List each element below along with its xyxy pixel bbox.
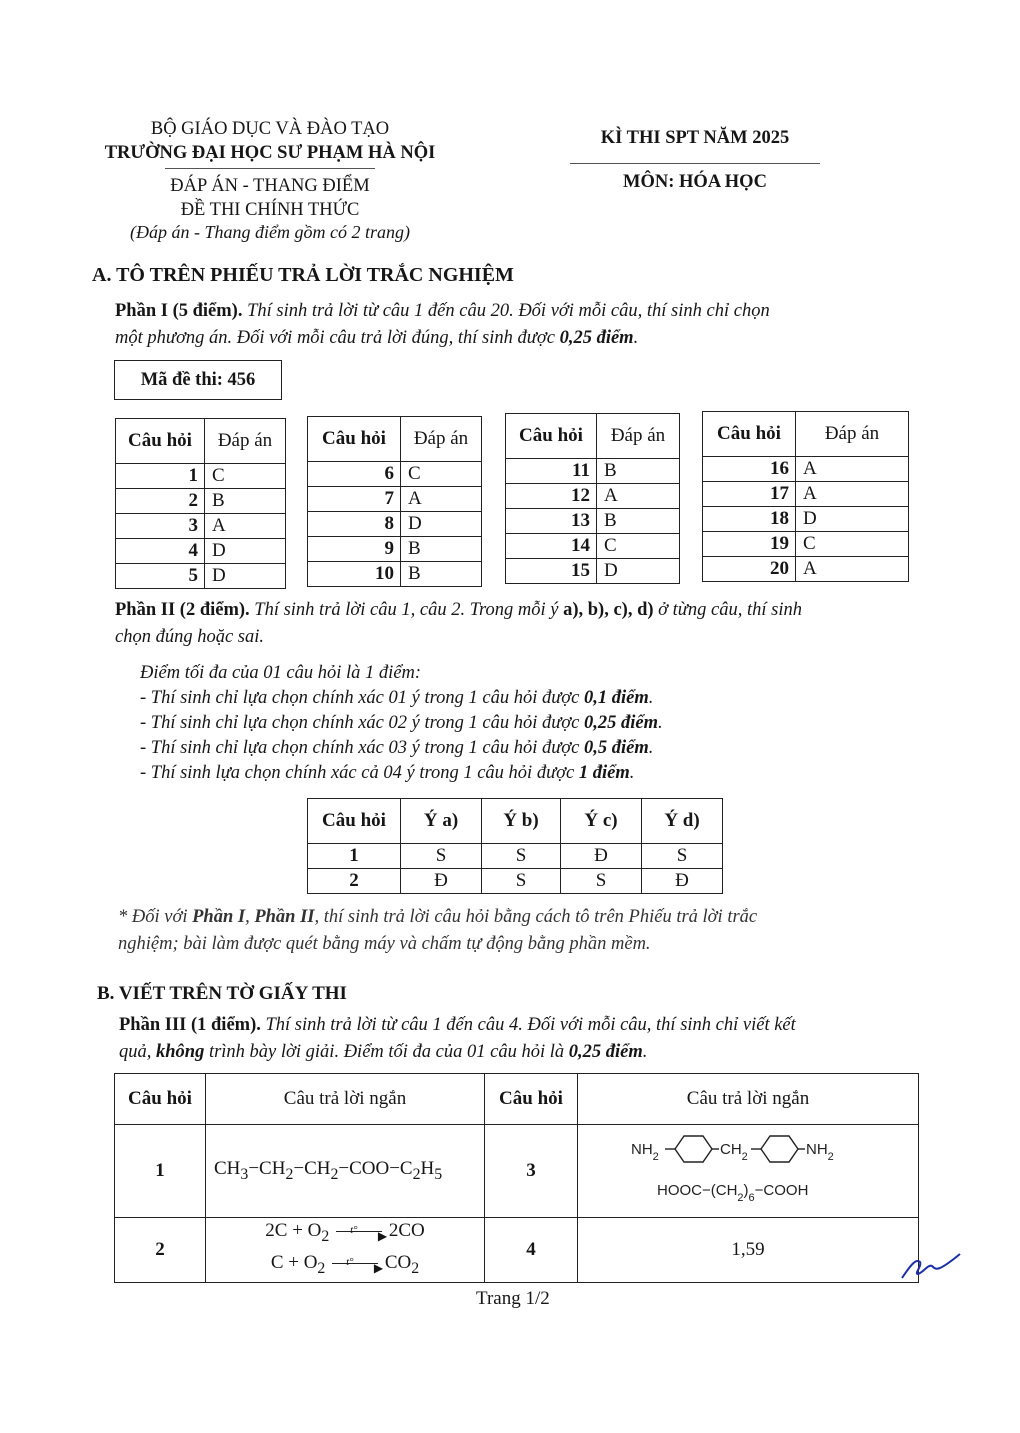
part1-text-line2: một phương án. Đối với mỗi câu trả lời đúng, thí sinh được [115,328,555,348]
rule-item: - Thí sinh chỉ lựa chọn chính xác 02 ý trong 1 câu hỏi được 0,25 điểm. [140,713,663,733]
answer-table-4 [702,411,909,582]
question-number: 8 [308,512,401,537]
question-number: 4 [485,1218,578,1283]
answer-value: C [401,462,482,487]
rule-item: - Thí sinh lựa chọn chính xác cả 04 ý trong 1 câu hỏi được 1 điểm. [140,763,635,783]
answer-table-1 [115,418,286,589]
monomer-structures-drawing [583,1128,913,1208]
answer-value: B [597,509,680,534]
table-row [308,462,482,487]
table-row [115,1125,919,1218]
question-number: 19 [703,532,796,557]
answer-value: D [597,559,680,584]
question-number: 17 [703,482,796,507]
col-answer-header: Đáp án [205,419,286,464]
answer-value: C [597,534,680,559]
question-number: 12 [506,484,597,509]
doc-status: ĐỀ THI CHÍNH THỨC [180,200,360,220]
part1-points: 0,25 điểm [559,328,634,348]
cyclohexane-ring-icon [761,1136,798,1162]
part1-text-line1: Thí sinh trả lời từ câu 1 đến câu 20. Đối với mỗi câu, thí sinh chỉ chọn [247,301,770,321]
tf-header: Ý b) [482,799,561,844]
reaction-arrow-icon: t° ▶ [336,1231,382,1232]
svg-text:NH2: $NH_2$ [631,1141,659,1163]
table-row [116,539,286,564]
question-number: 20 [703,557,796,582]
table-row: 2 Đ S S Đ [308,869,723,894]
question-number: 16 [703,457,796,482]
col-question-header: Câu hỏi [485,1074,578,1125]
table-row [308,562,482,587]
answer-table-3 [505,413,680,584]
rule-item: - Thí sinh chỉ lựa chọn chính xác 03 ý trong 1 câu hỏi được 0,5 điểm. [140,738,654,758]
table-row [703,532,909,557]
part1-description: Phần I (5 điểm). Thí sinh trả lời từ câu 1 đến câu 20. Đối với mỗi câu, thí sinh chỉ chọn một phương án. Đối với mỗi câu trả lời đúng, thí sinh được 0,25 điểm. [115,301,770,348]
question-number: 2 [116,489,205,514]
col-short-answer-header: Câu trả lời ngắn [578,1074,919,1125]
part2-options: a), b), c), d) [563,600,654,620]
svg-text:CH2: $CH_2$ [720,1141,748,1163]
tf-header: Ý c) [561,799,642,844]
ministry-name: BỘ GIÁO DỤC VÀ ĐÀO TẠO [150,119,390,139]
max-score-note: Điểm tối đa của 01 câu hỏi là 1 điểm: [140,663,422,683]
table-row [308,537,482,562]
svg-text:NH2: $NH_2$ [806,1141,834,1163]
table-row [308,487,482,512]
table-row [506,559,680,584]
answer-value: A [205,514,286,539]
col-short-answer-header: Câu trả lời ngắn [206,1074,485,1125]
table-row [506,509,680,534]
question-number: 18 [703,507,796,532]
table-row [703,557,909,582]
exam-code-box: Mã đề thi: 456 [114,360,282,400]
col-answer-header: Đáp án [796,412,909,457]
answer-value: B [401,562,482,587]
part2-label: Phần II (2 điểm). [115,600,250,620]
table-row [703,482,909,507]
answer-value: D [796,507,909,532]
part1-label: Phần I (5 điểm). [115,301,243,321]
part3-description: Phần III (1 điểm). Thí sinh trả lời từ câu 1 đến câu 4. Đối với mỗi câu, thí sinh chỉ viết kết quả, không trình bày lời giải. Điểm tối đa của 01 câu hỏi là 0,25 điểm. [119,1015,796,1062]
answer-value: D [205,539,286,564]
part2-description [115,597,925,651]
tf-header: Câu hỏi [308,799,401,844]
question-number: 13 [506,509,597,534]
page-number: Trang 1/2 [476,1288,550,1309]
table-row: 1 S S Đ S [308,844,723,869]
part2-text-line1: Thí sinh trả lời câu 1, câu 2. Trong mỗi ý [254,600,559,620]
col-answer-header: Đáp án [401,417,482,462]
question-number: 3 [485,1125,578,1218]
answer-value: B [205,489,286,514]
answer-value: 1,59 [578,1218,919,1283]
table-row [506,534,680,559]
col-question-header: Câu hỏi [506,414,597,459]
table-row [116,489,286,514]
answer-value: B [401,537,482,562]
col-question-header: Câu hỏi [115,1074,206,1125]
question-number: 6 [308,462,401,487]
tf-header: Ý d) [642,799,723,844]
table-row [116,464,286,489]
part2-text-line2: chọn đúng hoặc sai. [115,627,265,647]
answer-monomer-structures [578,1125,919,1218]
question-number: 14 [506,534,597,559]
question-number: 3 [116,514,205,539]
question-number: 1 [116,464,205,489]
table-row [703,457,909,482]
question-number: 15 [506,559,597,584]
doc-type: ĐÁP ÁN - THANG ĐIỂM [170,176,370,196]
section-b-title: B. VIẾT TRÊN TỜ GIẤY THI [97,983,347,1004]
table-row [116,514,286,539]
answer-reaction-equations: $2C + O_2$ t° ▶ 2CO $C + O_2$ t° ▶ $CO_2$ [206,1218,485,1283]
col-question-header: Câu hỏi [703,412,796,457]
signature-mark [898,1248,968,1282]
answer-value: A [401,487,482,512]
short-answer-table [114,1073,919,1283]
question-number: 11 [506,459,597,484]
table-row [116,564,286,589]
answer-value: D [401,512,482,537]
svg-text:HOOC−(CH2)6−COOH: $HOOC-(CH_2)_6-COOH$ [657,1182,809,1204]
cyclohexane-ring-icon [675,1136,712,1162]
answer-value: D [205,564,286,589]
exam-name: KÌ THI SPT NĂM 2025 [600,128,790,148]
tf-header: Ý a) [401,799,482,844]
table-row [115,1218,919,1283]
answer-value: A [796,482,909,507]
table-row [506,484,680,509]
table-row [703,507,909,532]
rule-item: - Thí sinh chỉ lựa chọn chính xác 01 ý trong 1 câu hỏi được 0,1 điểm. [140,688,654,708]
answer-value: C [796,532,909,557]
question-number: 1 [115,1125,206,1218]
answer-value: B [597,459,680,484]
question-number: 10 [308,562,401,587]
header-left-rule [165,168,375,169]
answer-value: A [796,557,909,582]
scan-footnote: * Đối với Phần I, Phần II, thí sinh trả lời câu hỏi bằng cách tô trên Phiếu trả lời trắc nghiệm; bài làm được quét bằng máy và chấm tự động bằng phần mềm. [118,907,758,954]
table-row [308,512,482,537]
question-number: 7 [308,487,401,512]
answer-value: A [796,457,909,482]
answer-value: C [205,464,286,489]
question-number: 4 [116,539,205,564]
subject: MÔN: HÓA HỌC [623,172,767,192]
reaction-arrow-icon: t° ▶ [332,1263,378,1264]
answer-value: A [597,484,680,509]
table-row [506,459,680,484]
part2-text-line1b: ở từng câu, thí sinh [658,600,802,620]
question-number: 5 [116,564,205,589]
question-number: 9 [308,537,401,562]
university-name: TRƯỜNG ĐẠI HỌC SƯ PHẠM HÀ NỘI [104,143,436,163]
answer-ester-formula: $CH_3-CH_2-CH_2-COO-C_2H_5$ [206,1125,485,1218]
true-false-table [307,798,723,894]
answer-table-2 [307,416,482,587]
header-right-rule [570,163,820,164]
col-question-header: Câu hỏi [116,419,205,464]
question-number: 2 [115,1218,206,1283]
col-question-header: Câu hỏi [308,417,401,462]
section-a-title: A. TÔ TRÊN PHIẾU TRẢ LỜI TRẮC NGHIỆM [92,264,514,286]
col-answer-header: Đáp án [597,414,680,459]
page-note: (Đáp án - Thang điểm gồm có 2 trang) [130,222,410,242]
